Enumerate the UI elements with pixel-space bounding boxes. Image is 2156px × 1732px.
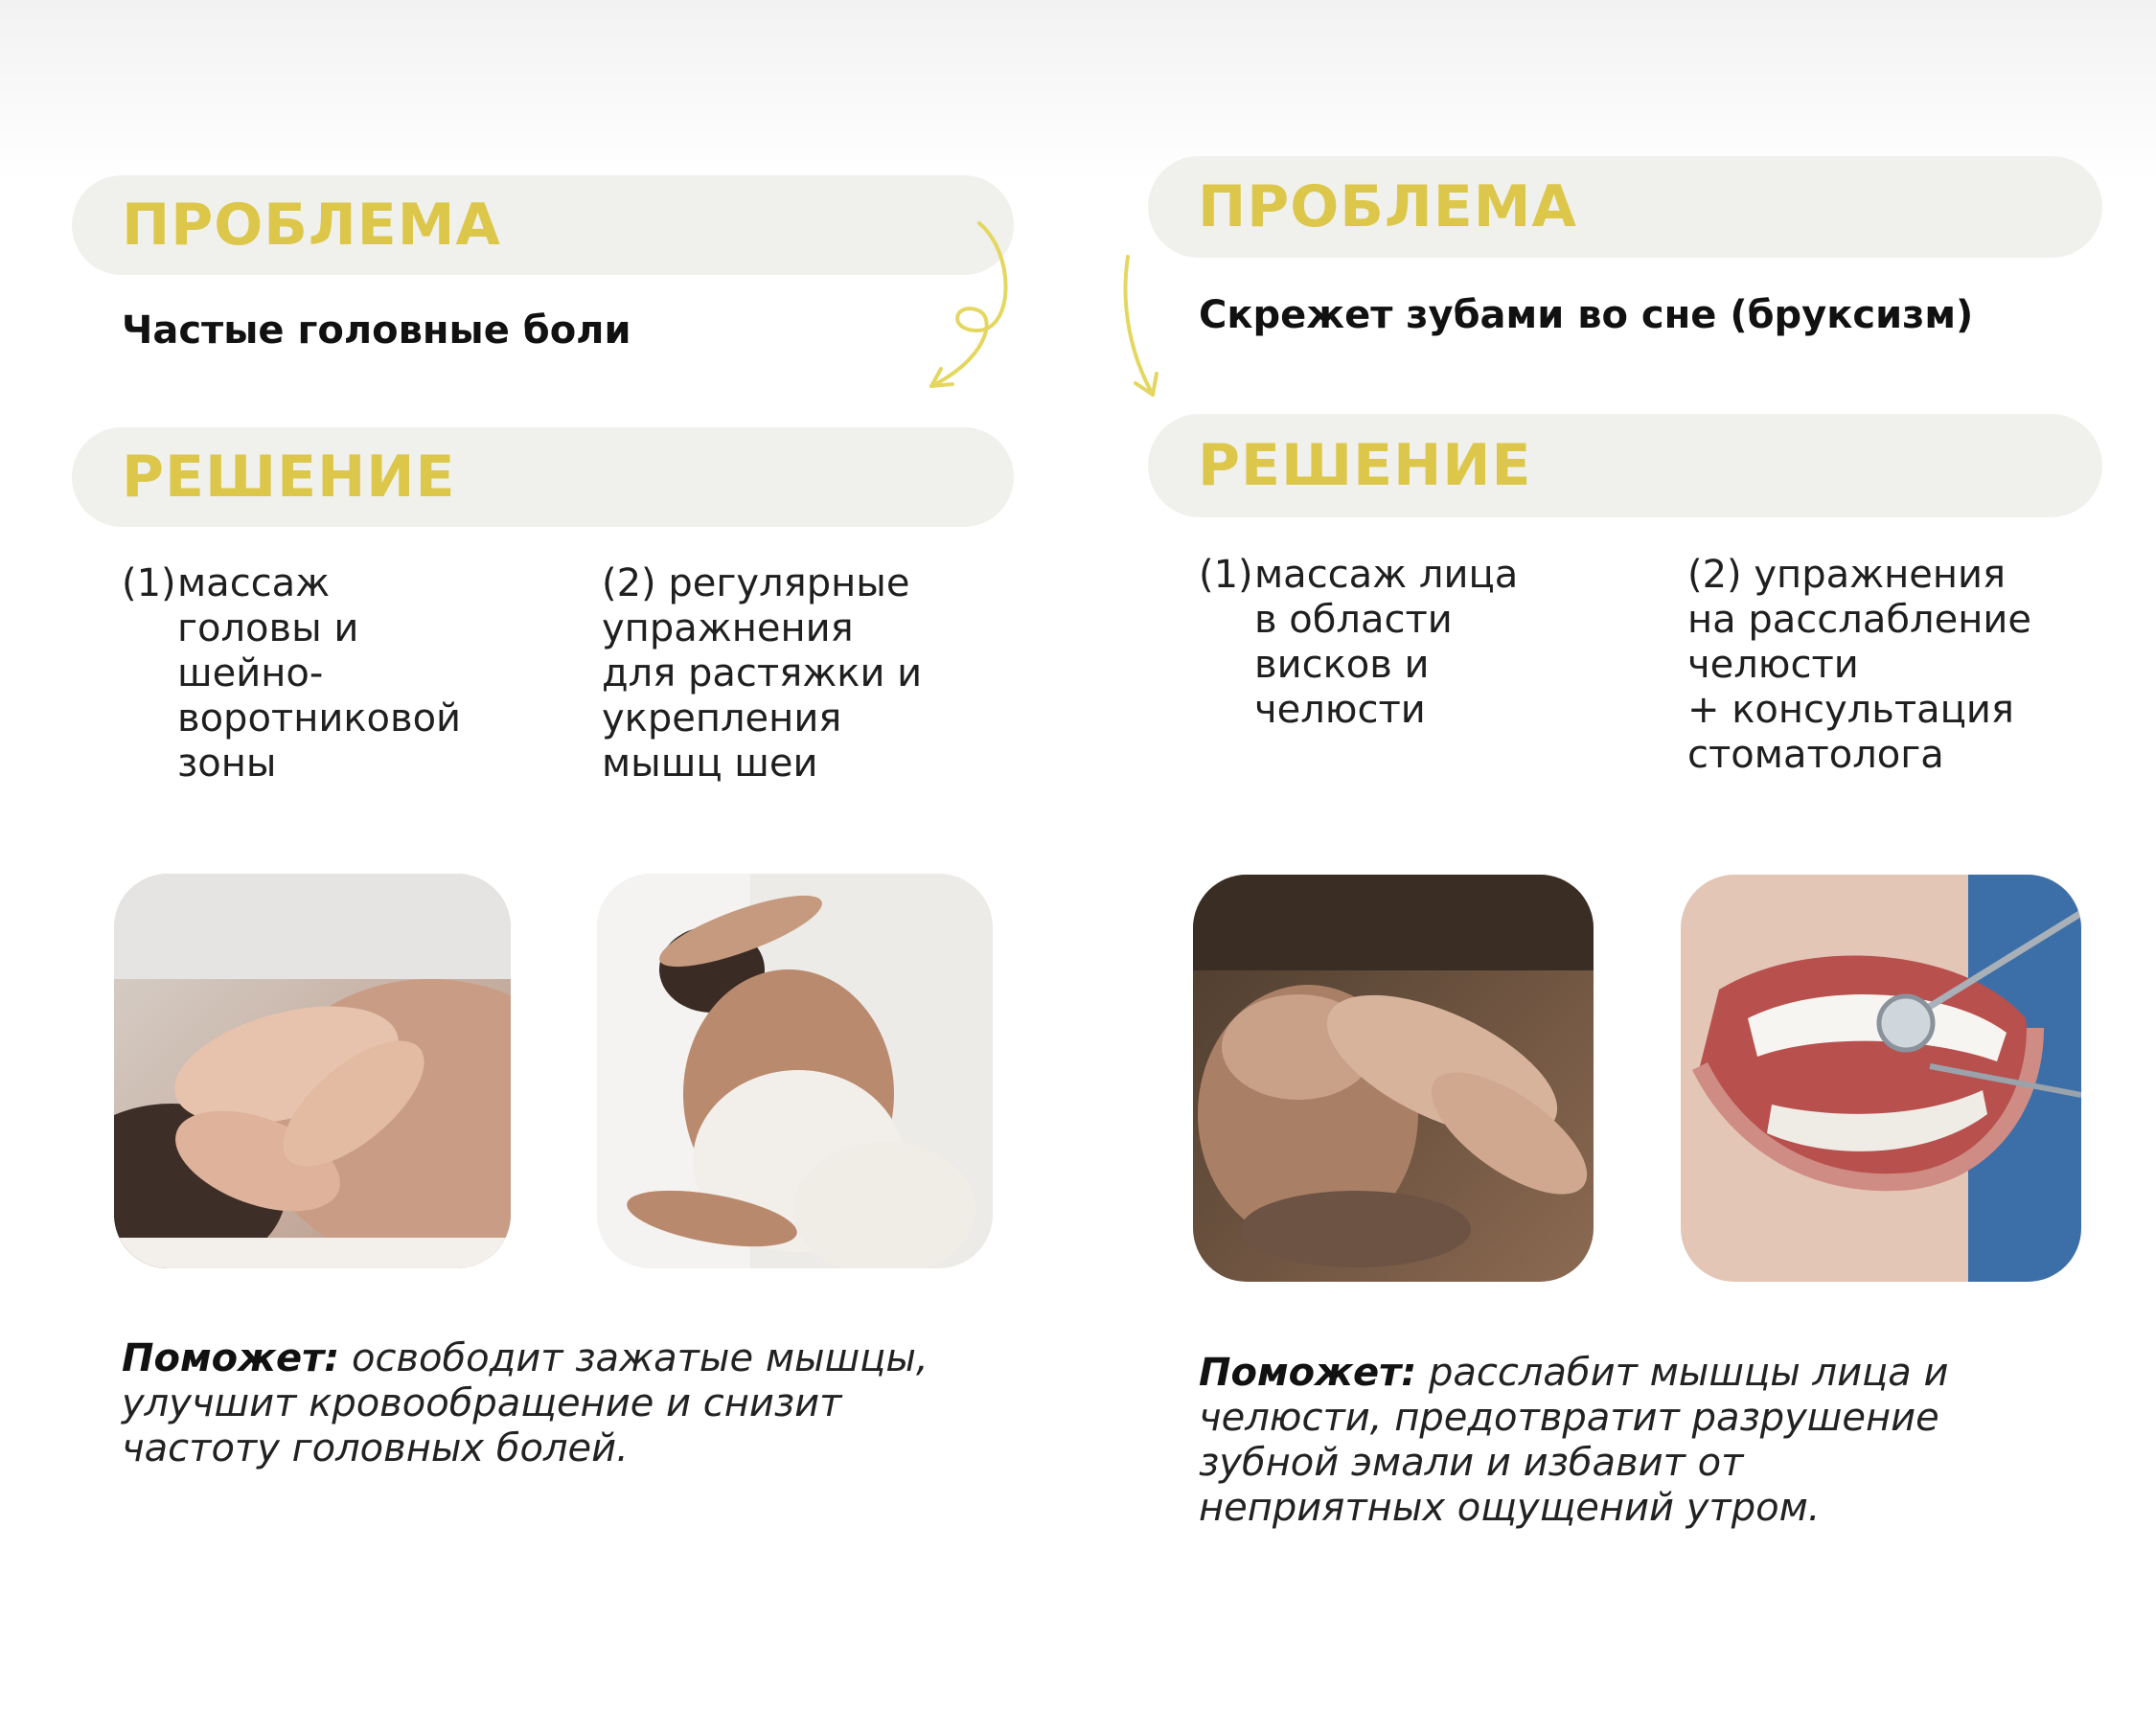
help-label: Поможет: bbox=[1199, 1351, 1417, 1395]
help-label: Поможет: bbox=[122, 1336, 340, 1380]
solution-text: массаж головы и шейно- воротниковой зоны bbox=[177, 561, 462, 786]
solution-item-1 bbox=[122, 561, 461, 786]
solution-text: массаж лица в области висков и челюсти bbox=[1254, 553, 1519, 732]
problem-heading-pill bbox=[72, 175, 1014, 275]
solution-item-2: (2) упражнения на расслабление челюсти + консультация стоматолога bbox=[1687, 553, 2031, 777]
help-text-block bbox=[1199, 1351, 2109, 1531]
solution-item-1 bbox=[1199, 553, 1518, 733]
solution-number: (1) bbox=[1199, 553, 1253, 597]
curved-arrow-icon bbox=[1112, 251, 1170, 404]
problem-text: Скрежет зубами во сне (бруксизм) bbox=[1199, 293, 1974, 337]
panel-bruxism bbox=[1078, 0, 2156, 1732]
solution-heading: РЕШЕНИЕ bbox=[122, 444, 456, 511]
problem-text: Частые головные боли bbox=[122, 308, 631, 353]
solution-number: (1) bbox=[122, 561, 176, 605]
dentist-photo bbox=[1681, 875, 2081, 1282]
solution-heading: РЕШЕНИЕ bbox=[1198, 432, 1532, 499]
neck-stretch-photo bbox=[597, 874, 993, 1268]
solution-heading-pill bbox=[1148, 414, 2102, 517]
problem-heading: ПРОБЛЕМА bbox=[122, 192, 501, 259]
solution-item-2: (2) регулярные упражнения для растяжки и укрепления мышц шеи bbox=[602, 561, 923, 786]
help-text: освободит зажатые мышцы, улучшит кровообращение и снизит частоту головных болей. bbox=[122, 1336, 929, 1470]
problem-heading: ПРОБЛЕМА bbox=[1198, 173, 1577, 240]
help-text: расслабит мышцы лица и челюсти, предотвратит разрушение зубной эмали и избавит от неприятных ощущений утром. bbox=[1199, 1351, 1949, 1530]
help-text-block bbox=[122, 1336, 1032, 1471]
curly-arrow-icon bbox=[910, 216, 1025, 398]
solution-heading-pill bbox=[72, 427, 1014, 527]
neck-massage-photo bbox=[114, 874, 511, 1268]
problem-heading-pill bbox=[1148, 156, 2102, 258]
face-massage-photo bbox=[1193, 875, 1594, 1282]
